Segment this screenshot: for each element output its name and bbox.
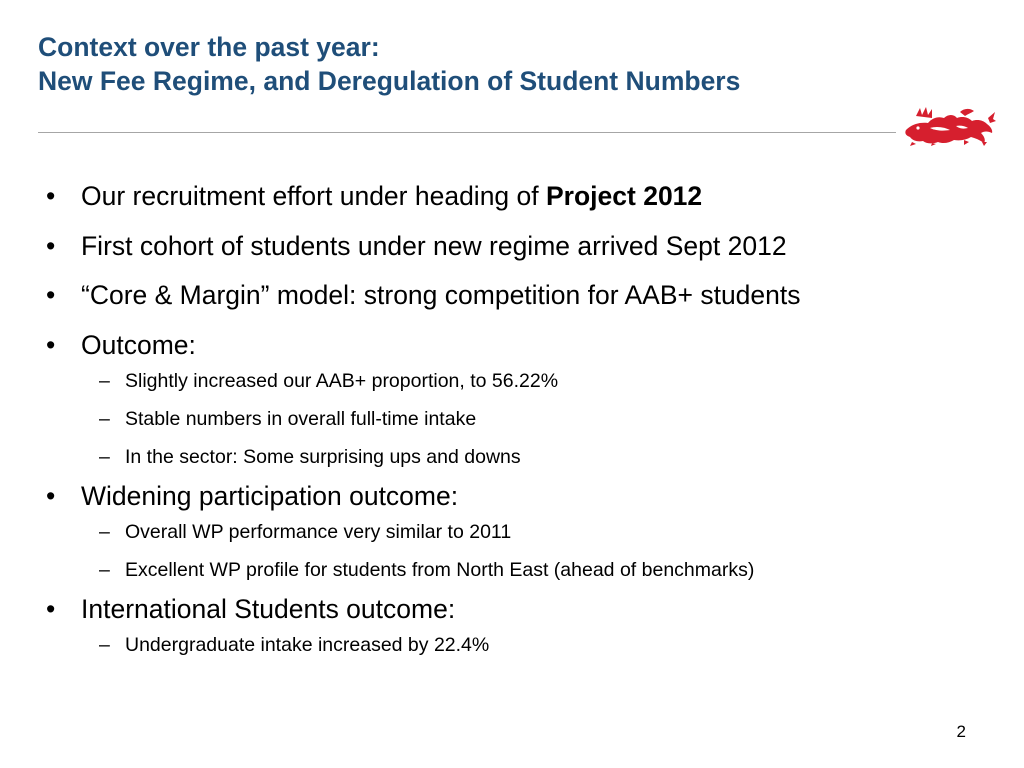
sub-bullet-item (81, 520, 1021, 544)
sub-bullet-list (81, 520, 1021, 582)
bullet-item-project-2012 (46, 181, 1021, 212)
sub-bullet-text: Undergraduate intake increased by 22.4% (125, 633, 490, 656)
sub-bullet-list (81, 633, 1021, 657)
sub-bullet-item (81, 407, 1021, 431)
bullet-text-bold: Project 2012 (546, 181, 703, 211)
bullet-marker: • (46, 280, 56, 310)
sub-bullet-marker: – (99, 407, 110, 430)
bullet-text: Our recruitment effort under heading of (81, 181, 546, 211)
bullet-list (46, 181, 1021, 669)
sub-bullet-marker: – (99, 369, 110, 392)
bullet-text: First cohort of students under new regime arrived Sept 2012 (81, 230, 787, 261)
title-divider (38, 132, 896, 133)
sub-bullet-text: Slightly increased our AAB+ proportion, to 56.22% (125, 369, 559, 392)
page-number: 2 (956, 722, 966, 741)
sub-bullet-marker: – (99, 445, 110, 468)
bullet-text: Widening participation outcome: (81, 480, 459, 511)
bullet-marker: • (46, 593, 56, 624)
slide-title-line-1: Context over the past year: (38, 32, 380, 62)
sub-bullet-text: Overall WP performance very similar to 2011 (125, 520, 512, 543)
bullet-item-international-students (46, 594, 1021, 657)
bullet-text: Outcome: (81, 329, 196, 360)
sub-bullet-text: In the sector: Some surprising ups and downs (125, 445, 521, 468)
bullet-marker: • (46, 181, 56, 211)
slide-title (38, 30, 938, 98)
bullet-text: International Students outcome: (81, 593, 456, 624)
bullet-item-first-cohort (46, 231, 1021, 262)
bullet-text: “Core & Margin” model: strong competition for AAB+ students (81, 280, 801, 310)
sub-bullet-item (81, 633, 1021, 657)
bullet-marker: • (46, 329, 56, 360)
bullet-item-outcome (46, 330, 1021, 469)
sub-bullet-marker: – (99, 633, 110, 656)
sub-bullet-text: Excellent WP profile for students from North East (ahead of benchmarks) (125, 558, 755, 581)
slide-title-line-2: New Fee Regime, and Deregulation of Student Numbers (38, 66, 741, 96)
sub-bullet-text: Stable numbers in overall full-time intake (125, 407, 477, 430)
sub-bullet-marker: – (99, 520, 110, 543)
bullet-marker: • (46, 480, 56, 511)
sub-bullet-list (81, 369, 1021, 469)
sub-bullet-marker: – (99, 558, 110, 581)
sub-bullet-item (81, 445, 1021, 469)
sub-bullet-item (81, 369, 1021, 393)
sub-bullet-item (81, 558, 1021, 582)
bullet-marker: • (46, 230, 56, 261)
red-lion-crest-icon (902, 106, 996, 146)
bullet-item-widening-participation (46, 481, 1021, 582)
bullet-item-core-margin (46, 280, 1021, 311)
